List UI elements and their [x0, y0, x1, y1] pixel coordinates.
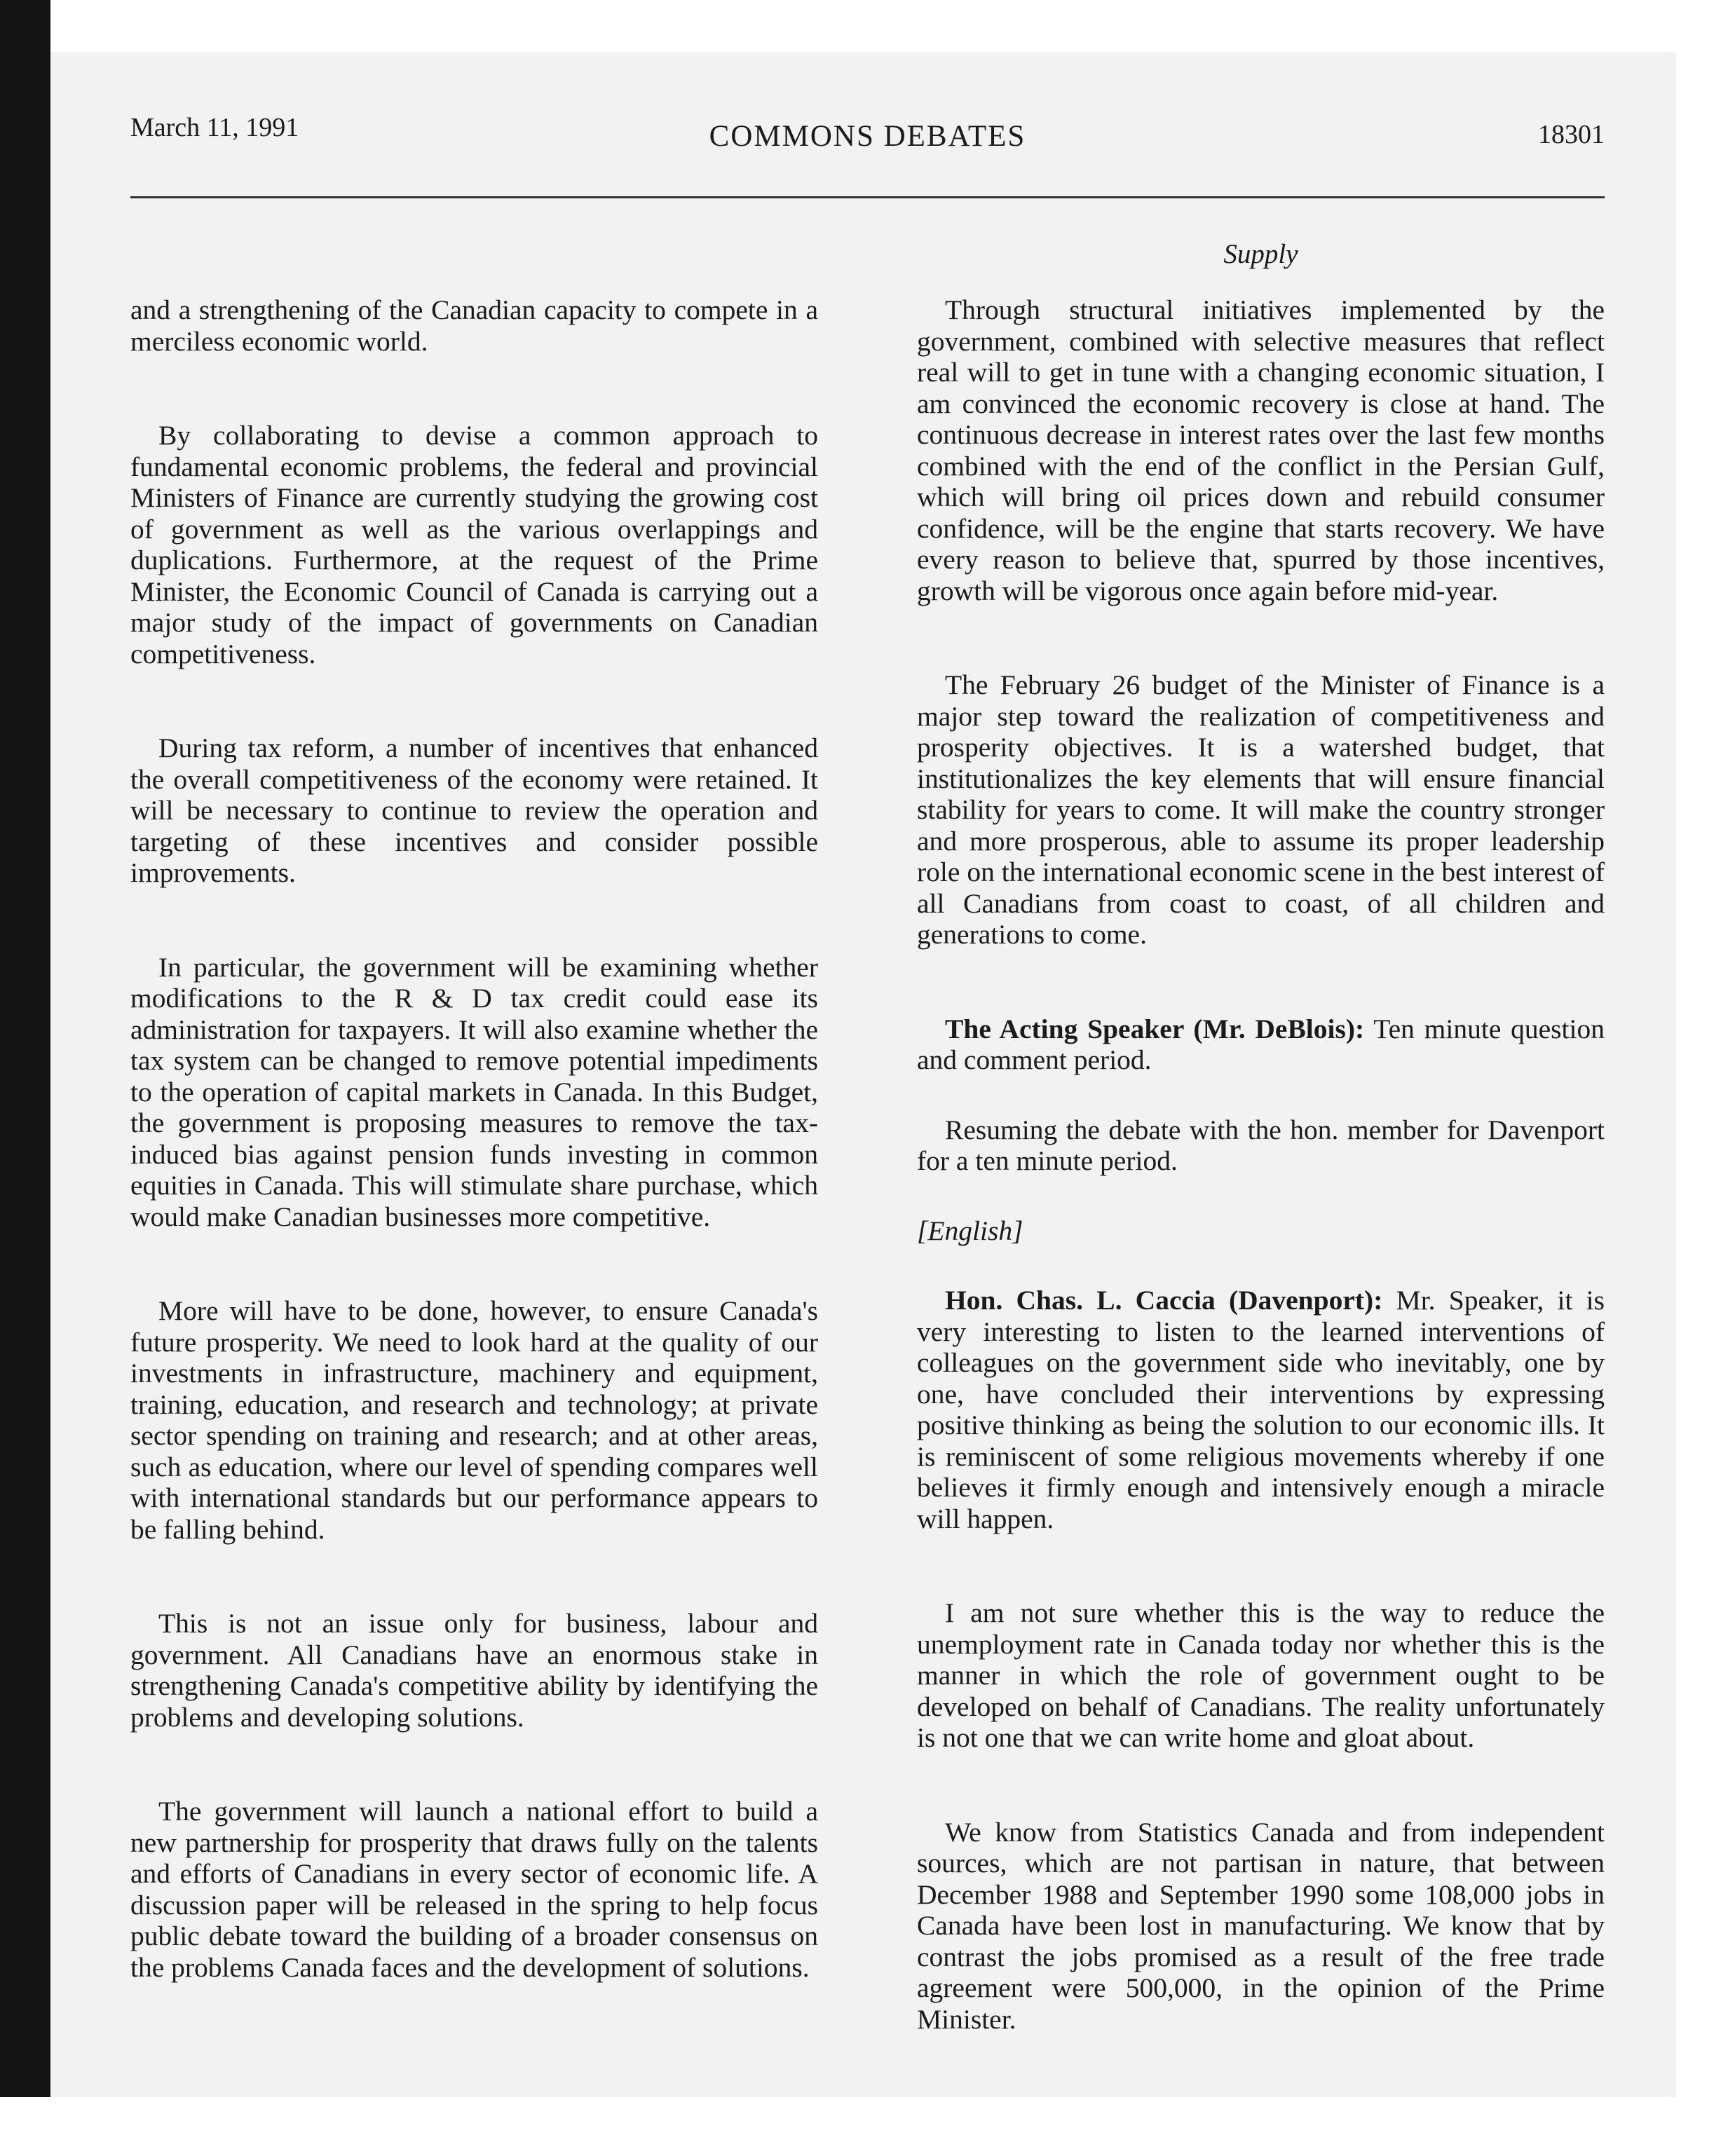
- header-date: March 11, 1991: [130, 113, 299, 142]
- paragraph: and a strengthening of the Canadian capacity to compete in a merciless economic world.: [130, 294, 818, 357]
- speaker-text: Mr. Speaker, it is very interesting to listen to the learned interventions of colleagues on the government side who inevitably, one by one, have concluded their interventions by expressing positive thinking as being the solution to our economic ills. It is reminiscent of some religious movements whereby if one believes it firmly enough and intensively enough a miracle will happen.: [917, 1285, 1605, 1534]
- speaker-name: The Acting Speaker (Mr. DeBlois):: [945, 1013, 1365, 1044]
- language-tag: [English]: [917, 1215, 1023, 1246]
- paragraph: During tax reform, a number of incentives that enhanced the overall competitiveness of the economy were retained. It will be necessary to continue to review the operation and targeting of these incentives and consider possible improvements.: [130, 732, 818, 888]
- speaker-text: Ten minute question and comment period.: [917, 1013, 1605, 1075]
- paragraph: Through structural initiatives implemented by the government, combined with selective measures that reflect real will to get in tune with a changing economic situation, I am convinced the economic recovery is close at hand. The continuous decrease in interest rates over the last few months combined with the end of the conflict in the Persian Gulf, which will bring oil prices down and rebuild consumer confidence, will be the engine that starts recovery. We have every reason to believe that, spurred by those incentives, growth will be vigorous once again before mid-year.: [917, 294, 1605, 606]
- paragraph: This is not an issue only for business, labour and government. All Canadians have an enormous stake in strengthening Canada's competitive ability by identifying the problems and developing solutions.: [130, 1608, 818, 1733]
- header-page-number: 18301: [1538, 120, 1605, 149]
- left-column: [130, 294, 818, 2046]
- speaker-paragraph: [917, 1014, 1605, 1076]
- paragraph: By collaborating to devise a common approach to fundamental economic problems, the federal and provincial Ministers of Finance are currently studying the growing cost of government as well as the various overlappings and duplications. Furthermore, at the request of the Prime Minister, the Economic Council of Canada is carrying out a major study of the impact of governments on Canadian competitiveness.: [130, 420, 818, 669]
- paragraph: I am not sure whether this is the way to reduce the unemployment rate in Canada today nor whether this is the manner in which the role of government ought to be developed on behalf of Canadians. The reality unfortunately is not one that we can write home and gloat about.: [917, 1597, 1605, 1753]
- scan-bottom-margin: [0, 2097, 1735, 2156]
- paragraph: Resuming the debate with the hon. member for Davenport for a ten minute period.: [917, 1114, 1605, 1176]
- scan-edge-bar: [0, 0, 50, 2156]
- paragraph: The February 26 budget of the Minister of Finance is a major step toward the realization of competitiveness and prosperity objectives. It is a watershed budget, that institutionalizes the key elements that will ensure financial stability for years to come. It will make the country stronger and more prosperous, able to assume its proper leadership role on the international economic scene in the best interest of all Canadians from coast to coast, of all children and generations to come.: [917, 669, 1605, 950]
- paragraph: The government will launch a national effort to build a new partnership for prosperity that draws fully on the talents and efforts of Canadians in every sector of economic life. A discussion paper will be released in the spring to help focus public debate toward the building of a broader consensus on the problems Canada faces and the development of solutions.: [130, 1796, 818, 1983]
- speaker-paragraph: [917, 1285, 1605, 1534]
- paragraph: In particular, the government will be examining whether modifications to the R & D tax credit could ease its administration for taxpayers. It will also examine whether the tax system can be changed to remove potential impediments to the operation of capital markets in Canada. In this Budget, the government is proposing measures to remove the tax-induced bias against pension funds investing in common equities in Canada. This will stimulate share purchase, which would make Canadian businesses more competitive.: [130, 951, 818, 1232]
- header-publication-title: COMMONS DEBATES: [709, 120, 1026, 153]
- page-header: [130, 112, 1605, 198]
- paragraph: More will have to be done, however, to ensure Canada's future prosperity. We need to look hard at the quality of our investments in infrastructure, machinery and equipment, training, education, and research and technology; at private sector spending on training and research; and at other areas, such as education, where our level of spending compares well with international standards but our performance appears to be falling behind.: [130, 1295, 818, 1545]
- paragraph: We know from Statistics Canada and from independent sources, which are not partisan in nature, that between December 1988 and September 1990 some 108,000 jobs in Canada have been lost in manufacturing. We know that by contrast the jobs promised as a result of the free trade agreement were 500,000, in the opinion of the Prime Minister.: [917, 1816, 1605, 2035]
- speaker-name: Hon. Chas. L. Caccia (Davenport):: [945, 1285, 1383, 1316]
- right-column: [917, 294, 1605, 2098]
- running-head: Supply: [1223, 239, 1298, 269]
